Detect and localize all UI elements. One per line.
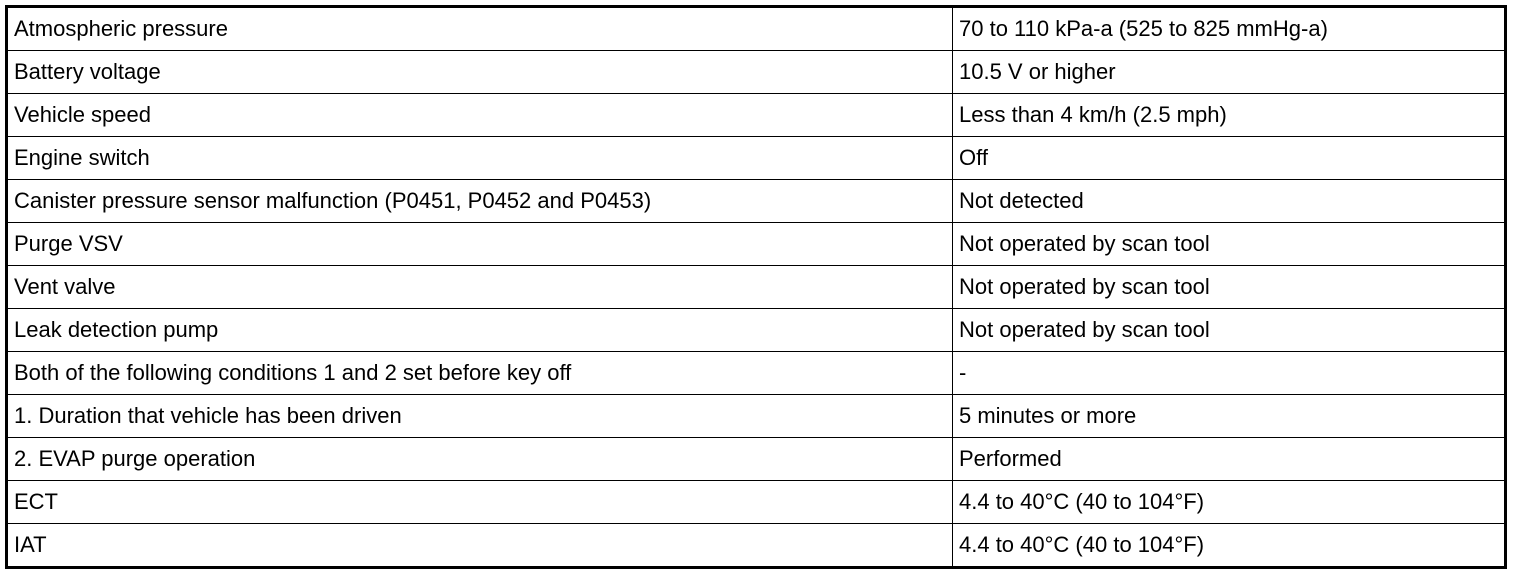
condition-cell: Purge VSV <box>7 223 953 266</box>
table-row <box>7 524 1506 568</box>
value-cell: 5 minutes or more <box>953 395 1506 438</box>
condition-cell: 1. Duration that vehicle has been driven <box>7 395 953 438</box>
table-row <box>7 309 1506 352</box>
condition-cell: Both of the following conditions 1 and 2 set before key off <box>7 352 953 395</box>
condition-cell: 2. EVAP purge operation <box>7 438 953 481</box>
table-row <box>7 266 1506 309</box>
value-cell: Less than 4 km/h (2.5 mph) <box>953 94 1506 137</box>
value-cell: Off <box>953 137 1506 180</box>
value-cell: 70 to 110 kPa-a (525 to 825 mmHg-a) <box>953 7 1506 51</box>
table-row <box>7 352 1506 395</box>
table-row <box>7 395 1506 438</box>
condition-cell: ECT <box>7 481 953 524</box>
value-cell: Not operated by scan tool <box>953 223 1506 266</box>
conditions-table <box>5 5 1507 569</box>
table-row <box>7 51 1506 94</box>
conditions-table-body <box>7 7 1506 568</box>
table-row <box>7 7 1506 51</box>
value-cell: 4.4 to 40°C (40 to 104°F) <box>953 524 1506 568</box>
value-cell: 10.5 V or higher <box>953 51 1506 94</box>
condition-cell: Battery voltage <box>7 51 953 94</box>
value-cell: Not operated by scan tool <box>953 266 1506 309</box>
value-cell: - <box>953 352 1506 395</box>
table-row <box>7 94 1506 137</box>
condition-cell: Engine switch <box>7 137 953 180</box>
condition-cell: Leak detection pump <box>7 309 953 352</box>
condition-cell: Vehicle speed <box>7 94 953 137</box>
condition-cell: IAT <box>7 524 953 568</box>
table-row <box>7 180 1506 223</box>
condition-cell: Canister pressure sensor malfunction (P0451, P0452 and P0453) <box>7 180 953 223</box>
table-row <box>7 137 1506 180</box>
condition-cell: Atmospheric pressure <box>7 7 953 51</box>
value-cell: 4.4 to 40°C (40 to 104°F) <box>953 481 1506 524</box>
condition-cell: Vent valve <box>7 266 953 309</box>
value-cell: Performed <box>953 438 1506 481</box>
table-row <box>7 481 1506 524</box>
table-row <box>7 223 1506 266</box>
value-cell: Not detected <box>953 180 1506 223</box>
value-cell: Not operated by scan tool <box>953 309 1506 352</box>
table-row <box>7 438 1506 481</box>
